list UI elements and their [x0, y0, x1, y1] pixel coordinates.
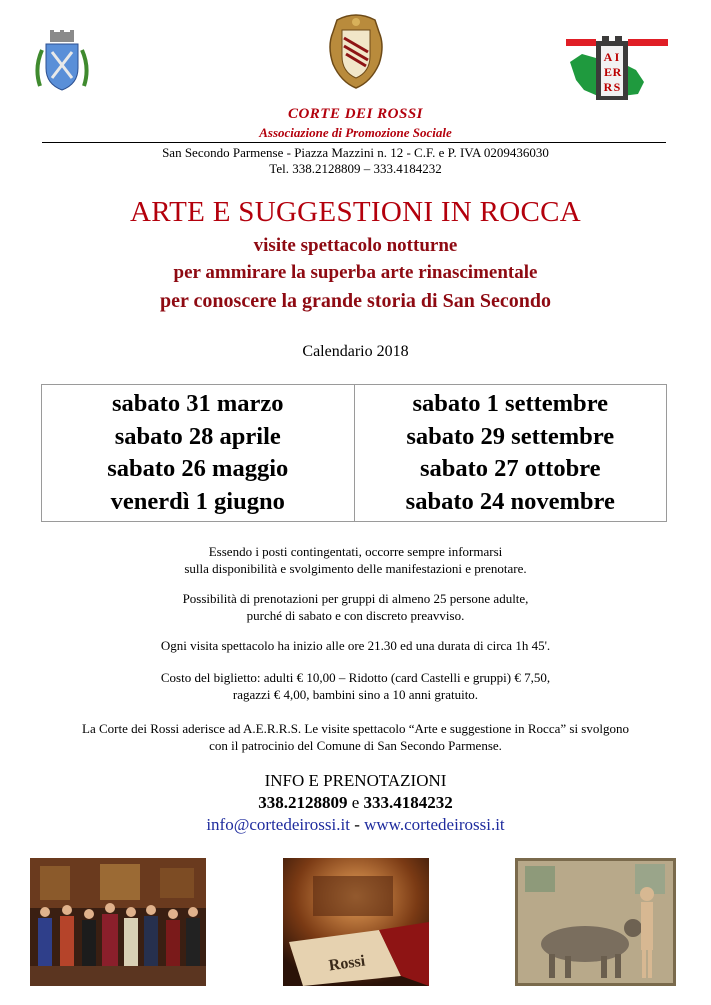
event-subtitle-2: per ammirare la superba arte rinascimentale: [173, 262, 538, 283]
aerrs-letter-s: S: [613, 80, 621, 94]
aerrs-letter-r2: R: [603, 80, 613, 94]
contact-phone-2[interactable]: 333.4184232: [363, 793, 453, 812]
date-item: sabato 26 maggio: [107, 455, 289, 482]
contact-separator: -: [354, 815, 360, 834]
info-prices-line-2: ragazzi € 4,00, bambini sino a 10 anni gratuito.: [232, 687, 479, 702]
aerrs-letter-e: E: [603, 65, 613, 79]
contact-phone-1[interactable]: 338.2128809: [258, 793, 348, 812]
info-patronage: [0, 720, 711, 754]
calendar-table: [41, 384, 667, 522]
aerrs-letter-r1: R: [612, 65, 622, 79]
org-phone-line: Tel. 338.2128809 – 333.4184232: [269, 161, 442, 176]
info-groups: [0, 590, 711, 624]
corte-dei-rossi-crest-logo: [327, 12, 385, 90]
info-groups-line-2: purché di sabato e con discreto preavviso.: [246, 608, 465, 623]
calendar-column-left: [42, 385, 354, 521]
comune-coat-of-arms-logo: [32, 28, 92, 98]
info-availability-line-1: Essendo i posti contingentati, occorre sempre informarsi: [208, 544, 503, 559]
org-address: San Secondo Parmense - Piazza Mazzini n. 12 - C.F. e P. IVA 0209436030: [162, 145, 549, 160]
book-by-candlelight-photo: [283, 858, 429, 986]
contact-links: [0, 814, 711, 835]
contact-phones: [0, 792, 711, 813]
email-link[interactable]: info@cortedeirossi.it: [206, 815, 350, 834]
date-item: sabato 31 marzo: [112, 390, 284, 417]
info-schedule: Ogni visita spettacolo ha inizio alle ore 21.30 ed una durata di circa 1h 45'.: [160, 638, 551, 653]
org-name: CORTE DEI ROSSI: [287, 106, 424, 122]
calendar-heading: Calendario 2018: [302, 343, 409, 360]
date-item: sabato 24 novembre: [405, 487, 615, 515]
aerrs-letter-i: I: [614, 50, 620, 64]
info-prices-line-1: Costo del biglietto: adulti € 10,00 – Ridotto (card Castelli e gruppi) € 7,50,: [160, 670, 551, 685]
contact-phone-conjunction: e: [351, 793, 360, 812]
date-item: sabato 1 settembre: [412, 390, 608, 417]
event-title: ARTE E SUGGESTIONI IN ROCCA: [129, 196, 581, 228]
date-item: venerdì 1 giugno: [110, 487, 285, 515]
calendar-column-right: [354, 385, 667, 521]
aerrs-logo: [566, 36, 668, 102]
org-subtitle: Associazione di Promozione Sociale: [259, 125, 452, 140]
book-cover-text: Rossi: [327, 952, 367, 975]
info-availability-line-2: sulla disponibilità e svolgimento delle manifestazioni e prenotare.: [184, 561, 527, 576]
contact-heading: INFO E PRENOTAZIONI: [264, 771, 447, 790]
info-patronage-line-1: La Corte dei Rossi aderisce ad A.E.R.R.S. Le visite spettacolo “Arte e suggestione in Rocca” si svolgono: [82, 721, 629, 736]
aerrs-letter-a: A: [603, 50, 613, 64]
event-subtitle-1: visite spettacolo notturne: [253, 235, 458, 256]
date-item: sabato 28 aprile: [114, 422, 281, 450]
fresco-painting-photo: [515, 858, 676, 986]
header-divider: [42, 142, 666, 143]
info-patronage-line-2: con il patrocinio del Comune di San Secondo Parmense.: [209, 738, 502, 753]
date-item: sabato 29 settembre: [406, 422, 615, 450]
date-item: sabato 27 ottobre: [419, 455, 601, 482]
costumed-figures-photo: [30, 858, 206, 986]
website-link[interactable]: www.cortedeirossi.it: [364, 815, 505, 834]
event-subtitle-3: per conoscere la grande storia di San Secondo: [160, 290, 551, 312]
info-prices: [0, 669, 711, 703]
info-groups-line-1: Possibilità di prenotazioni per gruppi di almeno 25 persone adulte,: [182, 591, 529, 606]
info-availability: [0, 543, 711, 577]
